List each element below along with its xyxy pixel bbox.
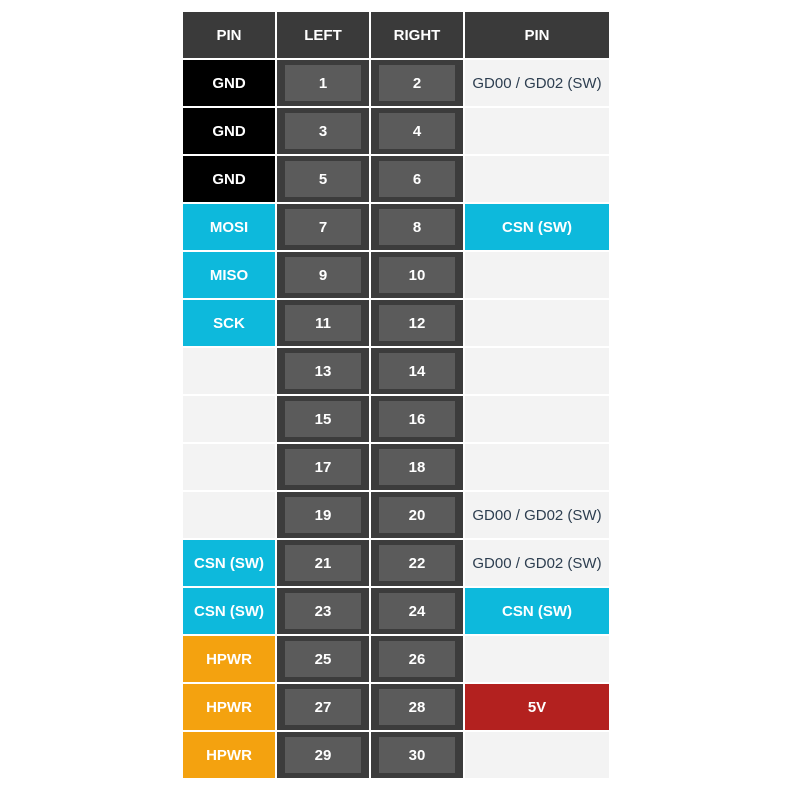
left-pin-label: GND <box>182 107 276 155</box>
left-pin-cell <box>276 107 370 155</box>
left-pin-cell <box>276 539 370 587</box>
right-pin-cell <box>370 107 464 155</box>
right-pin-cell <box>370 539 464 587</box>
left-pin-number: 9 <box>285 257 361 293</box>
right-pin-cell <box>370 731 464 779</box>
right-pin-cell <box>370 635 464 683</box>
right-pin-cell <box>370 683 464 731</box>
left-pin-label: CSN (SW) <box>182 539 276 587</box>
right-pin-number: 10 <box>379 257 455 293</box>
right-pin-label <box>464 731 610 779</box>
right-pin-label <box>464 251 610 299</box>
right-pin-number: 14 <box>379 353 455 389</box>
left-pin-label: HPWR <box>182 731 276 779</box>
right-pin-label <box>464 635 610 683</box>
left-pin-cell <box>276 443 370 491</box>
left-pin-label: CSN (SW) <box>182 587 276 635</box>
right-pin-number: 6 <box>379 161 455 197</box>
right-pin-label <box>464 395 610 443</box>
header-left: LEFT <box>276 11 370 59</box>
left-pin-number: 27 <box>285 689 361 725</box>
left-pin-number: 29 <box>285 737 361 773</box>
right-pin-label: GD00 / GD02 (SW) <box>464 491 610 539</box>
right-pin-cell <box>370 587 464 635</box>
right-pin-cell <box>370 491 464 539</box>
right-pin-number: 28 <box>379 689 455 725</box>
left-pin-label: GND <box>182 59 276 107</box>
right-pin-number: 30 <box>379 737 455 773</box>
right-pin-number: 18 <box>379 449 455 485</box>
left-pin-label <box>182 443 276 491</box>
right-pin-number: 24 <box>379 593 455 629</box>
left-pin-label <box>182 491 276 539</box>
right-pin-number: 12 <box>379 305 455 341</box>
right-pin-label: 5V <box>464 683 610 731</box>
left-pin-cell <box>276 587 370 635</box>
left-pin-label: MOSI <box>182 203 276 251</box>
right-pin-number: 16 <box>379 401 455 437</box>
right-pin-number: 2 <box>379 65 455 101</box>
right-pin-label: GD00 / GD02 (SW) <box>464 59 610 107</box>
left-pin-number: 5 <box>285 161 361 197</box>
right-pin-label: CSN (SW) <box>464 587 610 635</box>
left-pin-label <box>182 347 276 395</box>
left-pin-number: 21 <box>285 545 361 581</box>
right-pin-number: 4 <box>379 113 455 149</box>
right-pin-label <box>464 155 610 203</box>
left-pin-cell <box>276 731 370 779</box>
header-right: RIGHT <box>370 11 464 59</box>
right-pin-number: 20 <box>379 497 455 533</box>
left-pin-label: SCK <box>182 299 276 347</box>
left-pin-number: 15 <box>285 401 361 437</box>
left-pin-cell <box>276 251 370 299</box>
left-pin-cell <box>276 203 370 251</box>
left-pin-number: 17 <box>285 449 361 485</box>
left-pin-cell <box>276 635 370 683</box>
right-pin-label <box>464 443 610 491</box>
left-pin-cell <box>276 299 370 347</box>
right-pin-number: 8 <box>379 209 455 245</box>
left-pin-cell <box>276 683 370 731</box>
right-pin-label <box>464 107 610 155</box>
left-pin-label: GND <box>182 155 276 203</box>
left-pin-number: 13 <box>285 353 361 389</box>
right-pin-cell <box>370 59 464 107</box>
left-pin-cell <box>276 59 370 107</box>
left-pin-cell <box>276 155 370 203</box>
left-pin-label: MISO <box>182 251 276 299</box>
left-pin-number: 1 <box>285 65 361 101</box>
left-pin-number: 11 <box>285 305 361 341</box>
left-pin-number: 25 <box>285 641 361 677</box>
left-pin-cell <box>276 347 370 395</box>
left-pin-cell <box>276 491 370 539</box>
left-pin-number: 7 <box>285 209 361 245</box>
right-pin-cell <box>370 347 464 395</box>
right-pin-label <box>464 347 610 395</box>
right-pin-cell <box>370 155 464 203</box>
left-pin-label: HPWR <box>182 683 276 731</box>
right-pin-number: 22 <box>379 545 455 581</box>
header-pin-left: PIN <box>182 11 276 59</box>
left-pin-label: HPWR <box>182 635 276 683</box>
right-pin-label: CSN (SW) <box>464 203 610 251</box>
right-pin-cell <box>370 443 464 491</box>
left-pin-label <box>182 395 276 443</box>
right-pin-cell <box>370 395 464 443</box>
right-pin-number: 26 <box>379 641 455 677</box>
header-pin-right: PIN <box>464 11 610 59</box>
right-pin-cell <box>370 251 464 299</box>
right-pin-label: GD00 / GD02 (SW) <box>464 539 610 587</box>
left-pin-number: 19 <box>285 497 361 533</box>
right-pin-cell <box>370 299 464 347</box>
pin-table <box>182 11 610 779</box>
right-pin-label <box>464 299 610 347</box>
right-pin-cell <box>370 203 464 251</box>
left-pin-number: 3 <box>285 113 361 149</box>
left-pin-cell <box>276 395 370 443</box>
left-pin-number: 23 <box>285 593 361 629</box>
